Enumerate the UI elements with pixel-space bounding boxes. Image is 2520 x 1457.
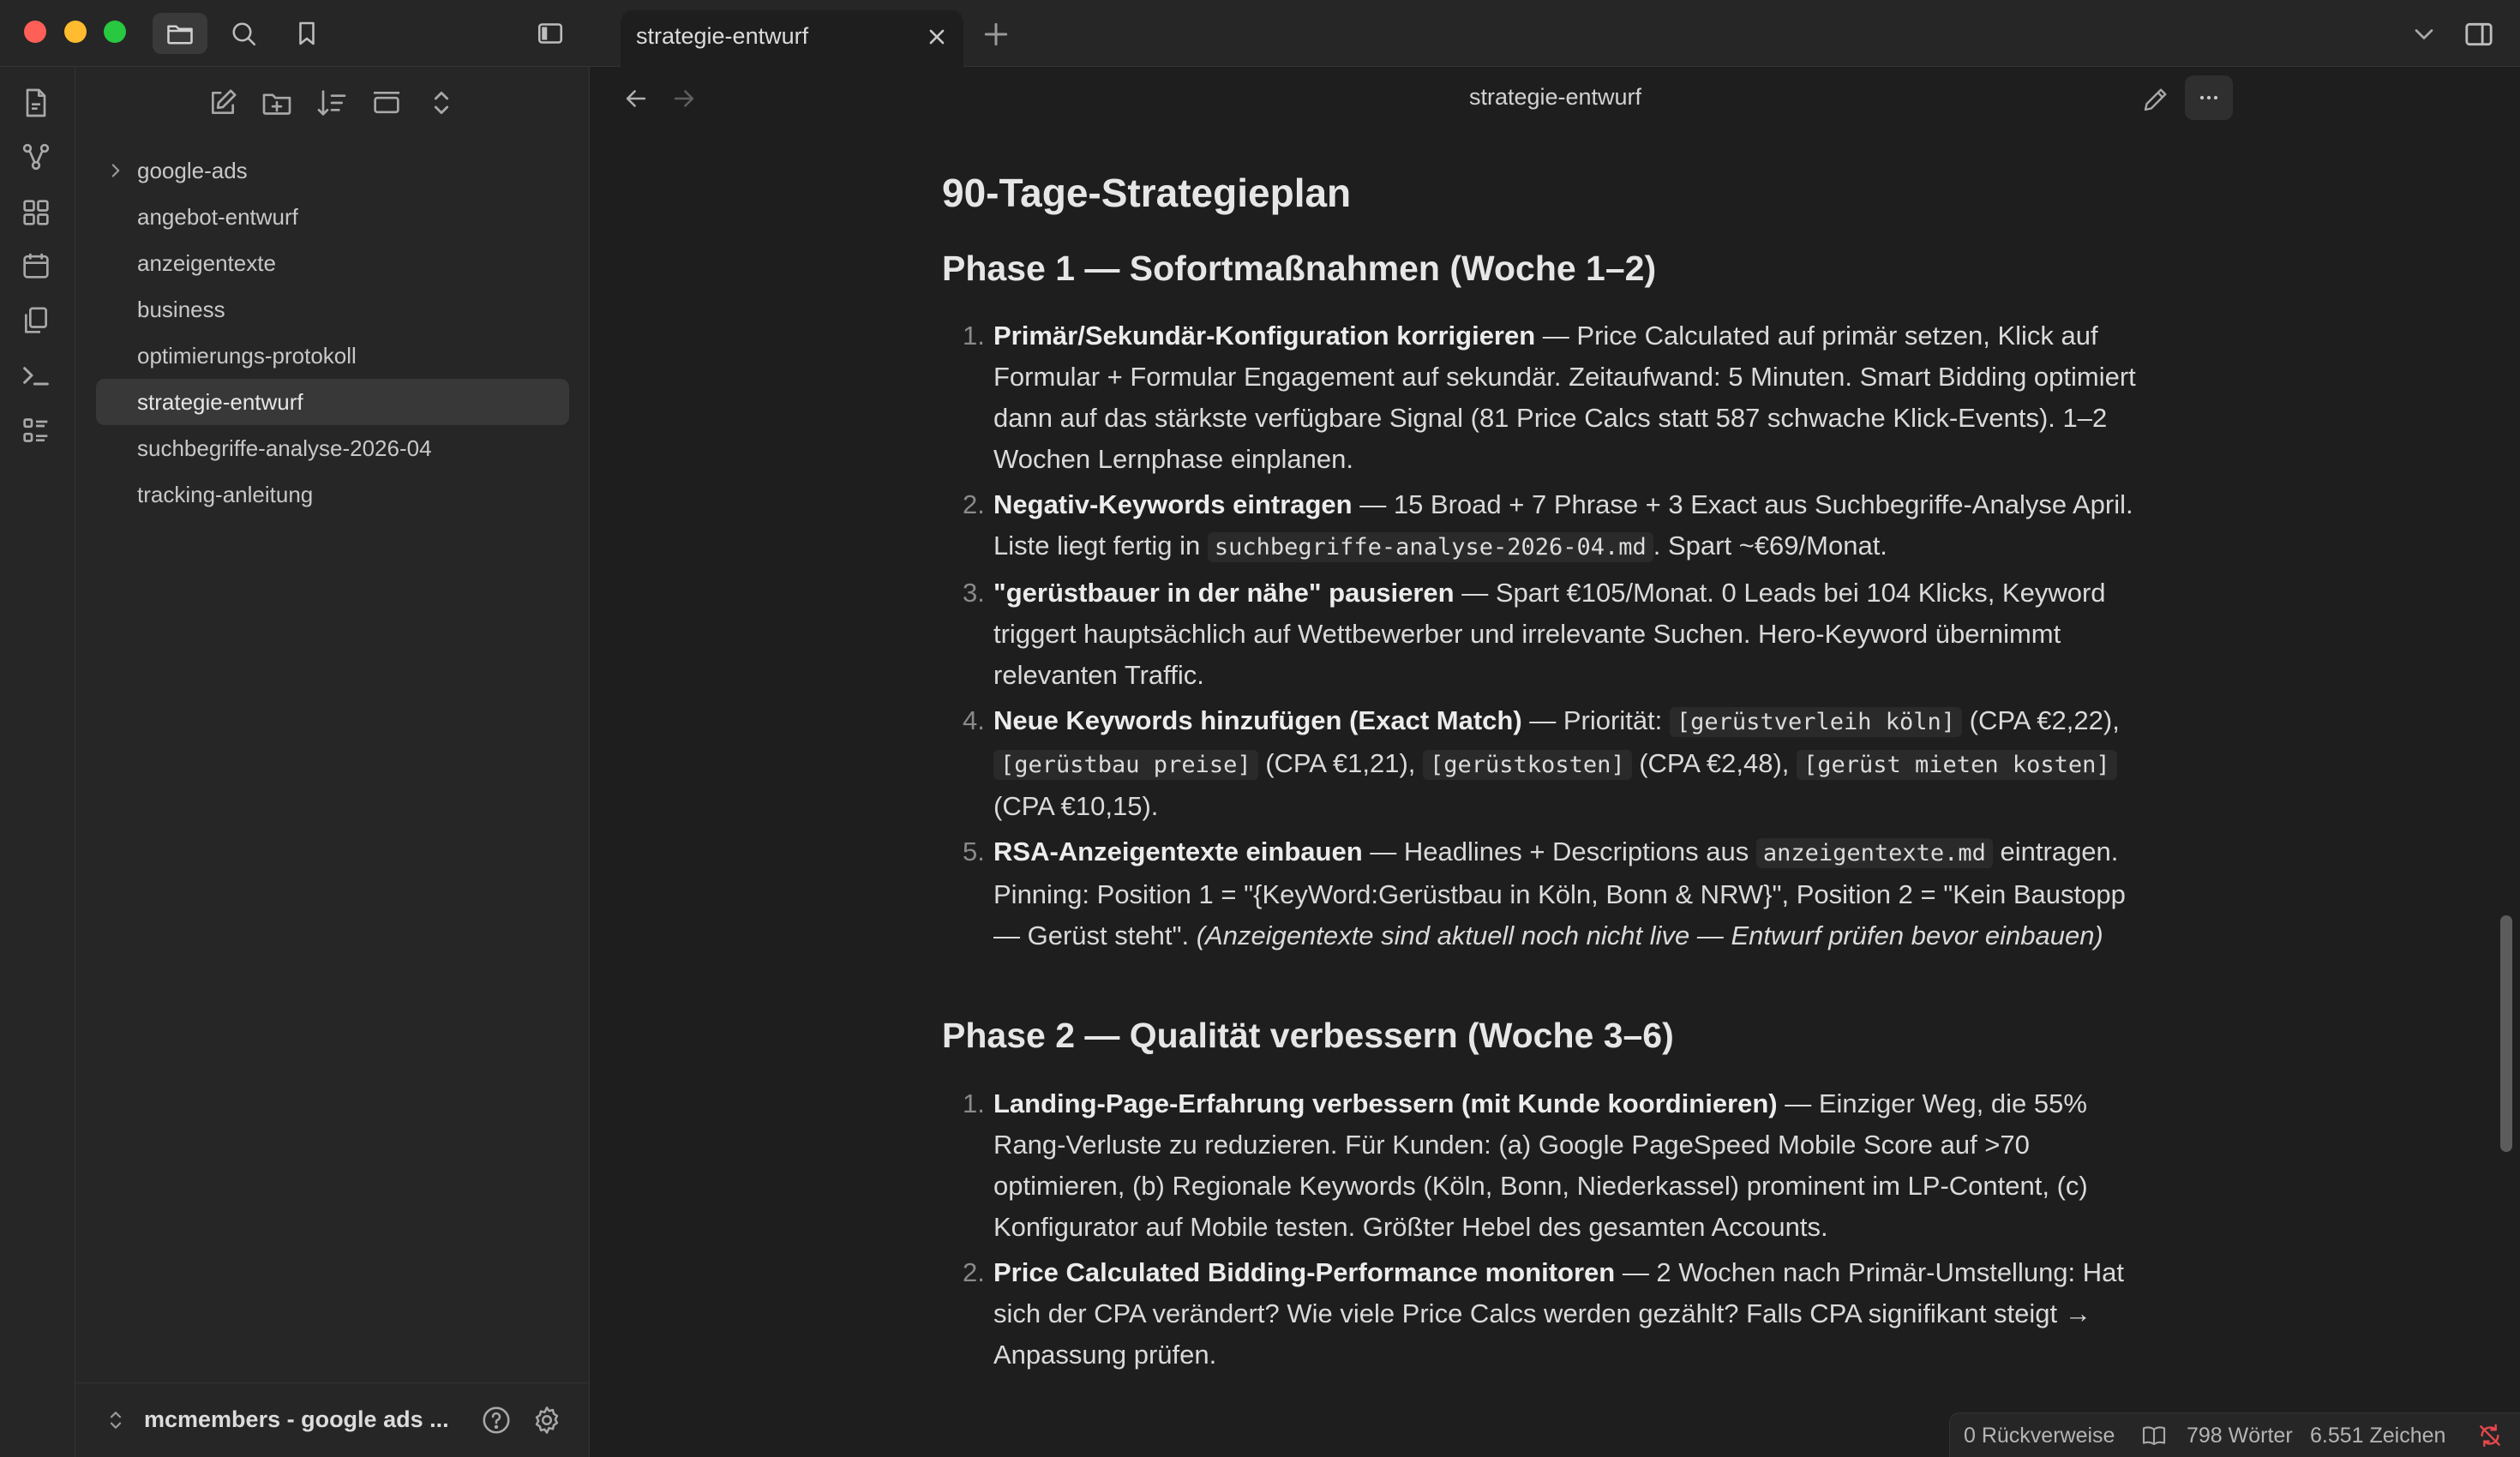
folder-icon bbox=[165, 18, 195, 49]
inline-code: [gerüstkosten] bbox=[1423, 750, 1632, 780]
expand-icon[interactable] bbox=[103, 1407, 129, 1433]
sidebar-item-label: business bbox=[137, 297, 225, 322]
sidebar-item-anzeigentexte[interactable] bbox=[96, 240, 569, 286]
inline-code: suchbegriffe-analyse-2026-04.md bbox=[1208, 532, 1653, 562]
collapse-icon[interactable] bbox=[369, 86, 404, 120]
sync-error-icon[interactable] bbox=[2476, 1422, 2504, 1449]
backlinks-count[interactable]: 0 Rückverweise bbox=[1964, 1424, 2115, 1448]
vault-switcher bbox=[75, 1382, 590, 1457]
sidebar-item-suchbegriffe-analyse[interactable] bbox=[96, 425, 569, 471]
more-options-button[interactable] bbox=[2185, 75, 2233, 120]
list-item: 4. Neue Keywords hinzufügen (Exact Match) — Priorität: [gerüstverleih köln] (CPA €2,22), [gerüstbau preise] (CPA €1,21), [gerüstkosten] (CPA €2,48), [gerüst mieten kosten] (CPA €10,15). bbox=[963, 705, 2120, 822]
sidebar-item-label: optimierungs-protokoll bbox=[137, 343, 357, 369]
window-close-button[interactable] bbox=[24, 21, 46, 43]
sidebar-item-label: suchbegriffe-analyse-2026-04 bbox=[137, 435, 432, 461]
editor-pane bbox=[591, 67, 2520, 1457]
list-item: 2. Negativ-Keywords eintragen — 15 Broad + 7 Phrase + 3 Exact aus Suchbegriffe-Analyse April. Liste liegt fertig in suchbegriffe-analyse-2026-04.md . Spart ~€69/Monat. bbox=[963, 489, 2133, 561]
chevron-down-icon[interactable] bbox=[2409, 19, 2439, 50]
file-icon[interactable] bbox=[19, 86, 53, 120]
sort-icon[interactable] bbox=[315, 86, 349, 120]
copy-icon[interactable] bbox=[19, 303, 53, 338]
vault-name[interactable]: mcmembers - google ads ... bbox=[144, 1406, 449, 1432]
inline-code: [gerüstverleih köln] bbox=[1670, 707, 1962, 737]
sidebar-item-strategie-entwurf[interactable] bbox=[96, 379, 569, 425]
window-minimize-button[interactable] bbox=[64, 21, 87, 43]
close-icon[interactable] bbox=[922, 22, 951, 51]
graph-icon[interactable] bbox=[19, 140, 53, 174]
right-sidebar-icon[interactable] bbox=[2462, 17, 2496, 51]
sidebar-item-google-ads[interactable] bbox=[96, 147, 569, 194]
tab-title: strategie-entwurf bbox=[636, 23, 809, 49]
phase-2-heading: Phase 2 — Qualität verbessern (Woche 3–6) bbox=[942, 1016, 1674, 1056]
phase-1-heading: Phase 1 — Sofortmaßnahmen (Woche 1–2) bbox=[942, 249, 1657, 289]
list-item: 1. Primär/Sekundär-Konfiguration korrigieren — Price Calculated auf primär setzen, Klick auf Formular + Formular Engagement auf sekundär. Zeitaufwand: 5 Minuten. Smart Bidding optimiert dann auf das stärkste verfügbare Signal (81 Price Calcs statt 587 schwache Klick-Events). 1–2 Wochen Lernphase einplanen. bbox=[963, 321, 2136, 475]
sidebar-item-label: anzeigentexte bbox=[137, 250, 276, 276]
sidebar-item-optimierungs-protokoll[interactable] bbox=[96, 333, 569, 379]
grid-icon[interactable] bbox=[19, 195, 53, 230]
phase-1-list bbox=[942, 315, 2142, 956]
inline-code: [gerüstbau preise] bbox=[993, 750, 1258, 780]
list-item: 3. "gerüstbauer in der nähe" pausieren — Spart €105/Monat. 0 Leads bei 104 Klicks, Keyword triggert hauptsächlich auf Wettbewerber und irrelevante Suchen. Hero-Keyword übernimmt relevanten Traffic. bbox=[963, 578, 2106, 691]
help-icon[interactable] bbox=[480, 1404, 513, 1436]
inline-code: anzeigentexte.md bbox=[1756, 838, 1993, 868]
calendar-icon[interactable] bbox=[19, 249, 53, 283]
search-icon bbox=[228, 18, 259, 49]
list-icon[interactable] bbox=[19, 413, 53, 447]
new-folder-icon[interactable] bbox=[260, 86, 294, 120]
view-header bbox=[591, 67, 2520, 130]
sidebar-item-tracking-anleitung[interactable] bbox=[96, 471, 569, 518]
bookmarks-button[interactable] bbox=[279, 13, 334, 54]
bookmark-icon bbox=[291, 18, 322, 49]
title-bar bbox=[0, 0, 2520, 67]
sidebar-item-label: angebot-entwurf bbox=[137, 204, 298, 230]
terminal-icon[interactable] bbox=[19, 358, 53, 393]
phase-2-list bbox=[942, 1083, 2142, 1376]
editor-scrollbar[interactable] bbox=[2500, 915, 2512, 1152]
file-tree bbox=[96, 147, 569, 518]
file-explorer bbox=[75, 67, 590, 1457]
sidebar-item-business[interactable] bbox=[96, 286, 569, 333]
file-explorer-button[interactable] bbox=[153, 13, 207, 54]
list-item: 5. RSA-Anzeigentexte einbauen — Headlines + Descriptions aus anzeigentexte.md eintragen. Pinning: Position 1 = "{KeyWord:Gerüstbau in Köln, Bonn & NRW}", Position 2 = "Kein Baustopp — Gerüst steht". (Anzeigentexte sind aktuell noch nicht live — Entwurf prüfen bevor einbauen) bbox=[963, 836, 2126, 951]
ribbon bbox=[0, 67, 75, 1457]
sidebar-toggle-icon bbox=[535, 18, 566, 49]
note-content bbox=[942, 170, 2142, 1380]
word-count: 798 Wörter bbox=[2187, 1424, 2293, 1448]
status-bar bbox=[1949, 1412, 2520, 1457]
view-title[interactable]: strategie-entwurf bbox=[1468, 84, 1642, 110]
chevron-right-icon bbox=[105, 159, 127, 182]
sidebar-item-angebot-entwurf[interactable] bbox=[96, 194, 569, 240]
inline-code: [gerüst mieten kosten] bbox=[1797, 750, 2117, 780]
toggle-left-sidebar-button[interactable] bbox=[523, 13, 578, 54]
plus-icon[interactable] bbox=[979, 17, 1013, 51]
list-item: 2. Price Calculated Bidding-Performance monitoren — 2 Wochen nach Primär-Umstellung: Hat sich der CPA verändert? Wie viele Price Calcs werden gezählt? Falls CPA signifikant steigt → Anpassung prüfen. bbox=[963, 1256, 2125, 1370]
tab-strategie-entwurf[interactable] bbox=[621, 10, 963, 67]
search-button[interactable] bbox=[216, 13, 271, 54]
sidebar-item-label: google-ads bbox=[137, 158, 248, 183]
note-heading: 90-Tage-Strategieplan bbox=[942, 171, 1352, 215]
sidebar-item-label: tracking-anleitung bbox=[137, 482, 314, 507]
gear-icon[interactable] bbox=[531, 1404, 563, 1436]
more-icon bbox=[2195, 84, 2223, 111]
sidebar-item-label: strategie-entwurf bbox=[137, 389, 303, 415]
edit-icon[interactable] bbox=[2140, 84, 2171, 115]
list-item: 1. Landing-Page-Erfahrung verbessern (mit Kunde koordinieren) — Einziger Weg, die 55% Rang-Verluste zu reduzieren. Für Kunden: (a) Google PageSpeed Mobile Score auf >70 optimieren, (b) Regionale Keywords (Köln, Bonn, Niederkassel) prominent im LP-Content, (c) Konfigurator auf Mobile testen. Größter Hebel des gesamten Accounts. bbox=[963, 1088, 2088, 1242]
character-count: 6.551 Zeichen bbox=[2310, 1424, 2446, 1448]
expand-icon[interactable] bbox=[424, 86, 459, 120]
book-icon[interactable] bbox=[2140, 1422, 2168, 1449]
new-note-icon[interactable] bbox=[206, 86, 240, 120]
window-zoom-button[interactable] bbox=[104, 21, 126, 43]
